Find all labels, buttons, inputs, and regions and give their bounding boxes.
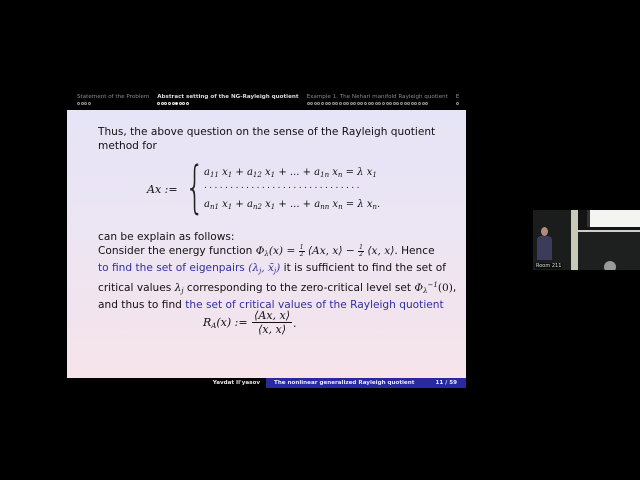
energy-formula: $\Phi_\lambda(x)$ = $\frac{1}{2}$ ⟨Ax, x⟩ − $\frac{1}{2}$ ⟨x, x⟩ [255, 243, 395, 258]
eigenpairs-line [98, 261, 456, 278]
nav-frame-dot[interactable] [179, 102, 182, 105]
nav-frame-dot[interactable] [325, 102, 328, 105]
nav-frame-dot[interactable] [400, 102, 403, 105]
nav-frame-dot[interactable] [321, 102, 324, 105]
nav-frame-dot[interactable] [157, 102, 160, 105]
nav-frame-dot[interactable] [407, 102, 410, 105]
room-label: Room 211 [536, 263, 562, 269]
nav-section-label: Statement of the Problem [77, 94, 150, 100]
eigenpairs-rest: it is sufficient to find the set of [280, 262, 446, 274]
nav-frame-dot[interactable] [386, 102, 389, 105]
nav-frame-dot[interactable] [418, 102, 421, 105]
rayleigh-quotient-formula: $R_A(x)$ := $\frac{⟨Ax, x⟩}{⟨x, x⟩}$ . [203, 309, 297, 336]
nav-frame-dot[interactable] [186, 102, 189, 105]
nav-frame-dot[interactable] [328, 102, 331, 105]
nav-frame-dot[interactable] [77, 102, 80, 105]
page-number: 11 / 59 [435, 380, 457, 386]
explanation-text [98, 230, 456, 312]
nav-frame-dot[interactable] [364, 102, 367, 105]
nav-frame-dot[interactable] [353, 102, 356, 105]
rayleigh-highlight: the set of critical values of the Rayleigh quotient [185, 299, 444, 311]
nav-section-label: E [455, 94, 460, 100]
nav-frame-dot[interactable] [168, 102, 171, 105]
speaker-camera-inset [533, 210, 640, 270]
nav-frame-dot[interactable] [182, 102, 185, 105]
nav-frame-dot[interactable] [346, 102, 349, 105]
footer-title: The nonlinear generalized Rayleigh quotient [274, 380, 415, 386]
nav-frame-dot[interactable] [382, 102, 385, 105]
explain-line: can be explain as follows: [98, 231, 235, 243]
nav-frame-dot[interactable] [396, 102, 399, 105]
nav-frame-dot[interactable] [339, 102, 342, 105]
intro-line-1: Thus, the above question on the sense of the Rayleigh quotient [98, 126, 436, 138]
slide-frame [67, 110, 466, 378]
nav-frame-dot[interactable] [456, 102, 459, 105]
energy-line [98, 244, 456, 261]
rayleigh-denominator: ⟨x, x⟩ [258, 323, 287, 336]
nav-section-abstract-setting[interactable] [157, 94, 298, 110]
footer-title-bar [266, 378, 466, 388]
rayleigh-lhs: $R_A(x)$ := [203, 316, 248, 330]
nav-dots [157, 102, 298, 105]
critical-values-line: critical values $\lambda_j$ corresponding to the zero-critical level set $\Phi_\lambda^{-1}(0)$, [98, 281, 457, 295]
nav-frame-dot[interactable] [393, 102, 396, 105]
system-dots: .............................. [204, 181, 362, 191]
speaker-head [541, 227, 548, 236]
nav-frame-dot[interactable] [414, 102, 417, 105]
section-navigation [77, 94, 477, 110]
rayleigh-fraction [252, 310, 292, 336]
speaker-body [537, 236, 552, 260]
nav-frame-dot[interactable] [172, 102, 175, 105]
energy-prefix: Consider the energy function [98, 245, 256, 257]
system-lhs: Ax := [147, 183, 178, 196]
speaker-figure [537, 227, 552, 260]
wall-pillar [571, 210, 578, 270]
nav-frame-dot[interactable] [88, 102, 91, 105]
system-row-1: $a_{11}$ $x_1 + a_{12}$ $x_1$ + ... + $a_{1n}$ $x_n = \lambda$ $x_1$ [204, 167, 377, 179]
nav-dots [456, 102, 460, 105]
energy-suffix: . Hence [394, 245, 435, 257]
nav-frame-dot[interactable] [332, 102, 335, 105]
nav-frame-dot[interactable] [371, 102, 374, 105]
nav-section-statement[interactable] [77, 94, 149, 110]
rayleigh-numerator: ⟨Ax, x⟩ [254, 309, 291, 322]
nav-section-next[interactable] [456, 94, 460, 110]
nav-frame-dot[interactable] [378, 102, 381, 105]
equation-system [147, 155, 447, 220]
nav-frame-dot[interactable] [310, 102, 313, 105]
nav-frame-dot[interactable] [81, 102, 84, 105]
nav-dots [77, 102, 149, 105]
nav-frame-dot[interactable] [161, 102, 164, 105]
nav-frame-dot[interactable] [368, 102, 371, 105]
audience-head [604, 261, 616, 270]
intro-text [98, 125, 435, 153]
nav-frame-dot[interactable] [307, 102, 310, 105]
footer-author: Yavdat Il'yasov [67, 378, 266, 388]
system-row-2: $a_{n1}$ $x_1 + a_{n2}$ $x_1$ + ... + $a_{nn}$ $x_n = \lambda$ $x_n$. [204, 199, 381, 211]
nav-frame-dot[interactable] [425, 102, 428, 105]
intro-line-2: method for [98, 140, 157, 152]
nav-frame-dot[interactable] [317, 102, 320, 105]
nav-frame-dot[interactable] [411, 102, 414, 105]
nav-section-example-1[interactable] [307, 94, 448, 110]
projector-screen [587, 210, 640, 227]
nav-frame-dot[interactable] [314, 102, 317, 105]
nav-frame-dot[interactable] [175, 102, 178, 105]
nav-section-label: Abstract setting of the NG-Rayleigh quotient [157, 94, 299, 100]
nav-frame-dot[interactable] [404, 102, 407, 105]
nav-dots [307, 102, 448, 105]
nav-frame-dot[interactable] [335, 102, 338, 105]
slide-footer [67, 378, 466, 388]
nav-frame-dot[interactable] [84, 102, 87, 105]
nav-section-label: Example 1. The Nehari manifold Rayleigh quotient [306, 94, 448, 100]
nav-frame-dot[interactable] [343, 102, 346, 105]
nav-frame-dot[interactable] [164, 102, 167, 105]
left-brace-icon: { [185, 155, 205, 220]
nav-frame-dot[interactable] [360, 102, 363, 105]
thus-prefix: and thus to find [98, 299, 186, 311]
eigenpairs-highlight: to find the set of eigenpairs ($\lambda_j$, $x̄_j$) [98, 262, 281, 275]
nav-frame-dot[interactable] [357, 102, 360, 105]
nav-frame-dot[interactable] [350, 102, 353, 105]
nav-frame-dot[interactable] [422, 102, 425, 105]
nav-frame-dot[interactable] [375, 102, 378, 105]
nav-frame-dot[interactable] [389, 102, 392, 105]
